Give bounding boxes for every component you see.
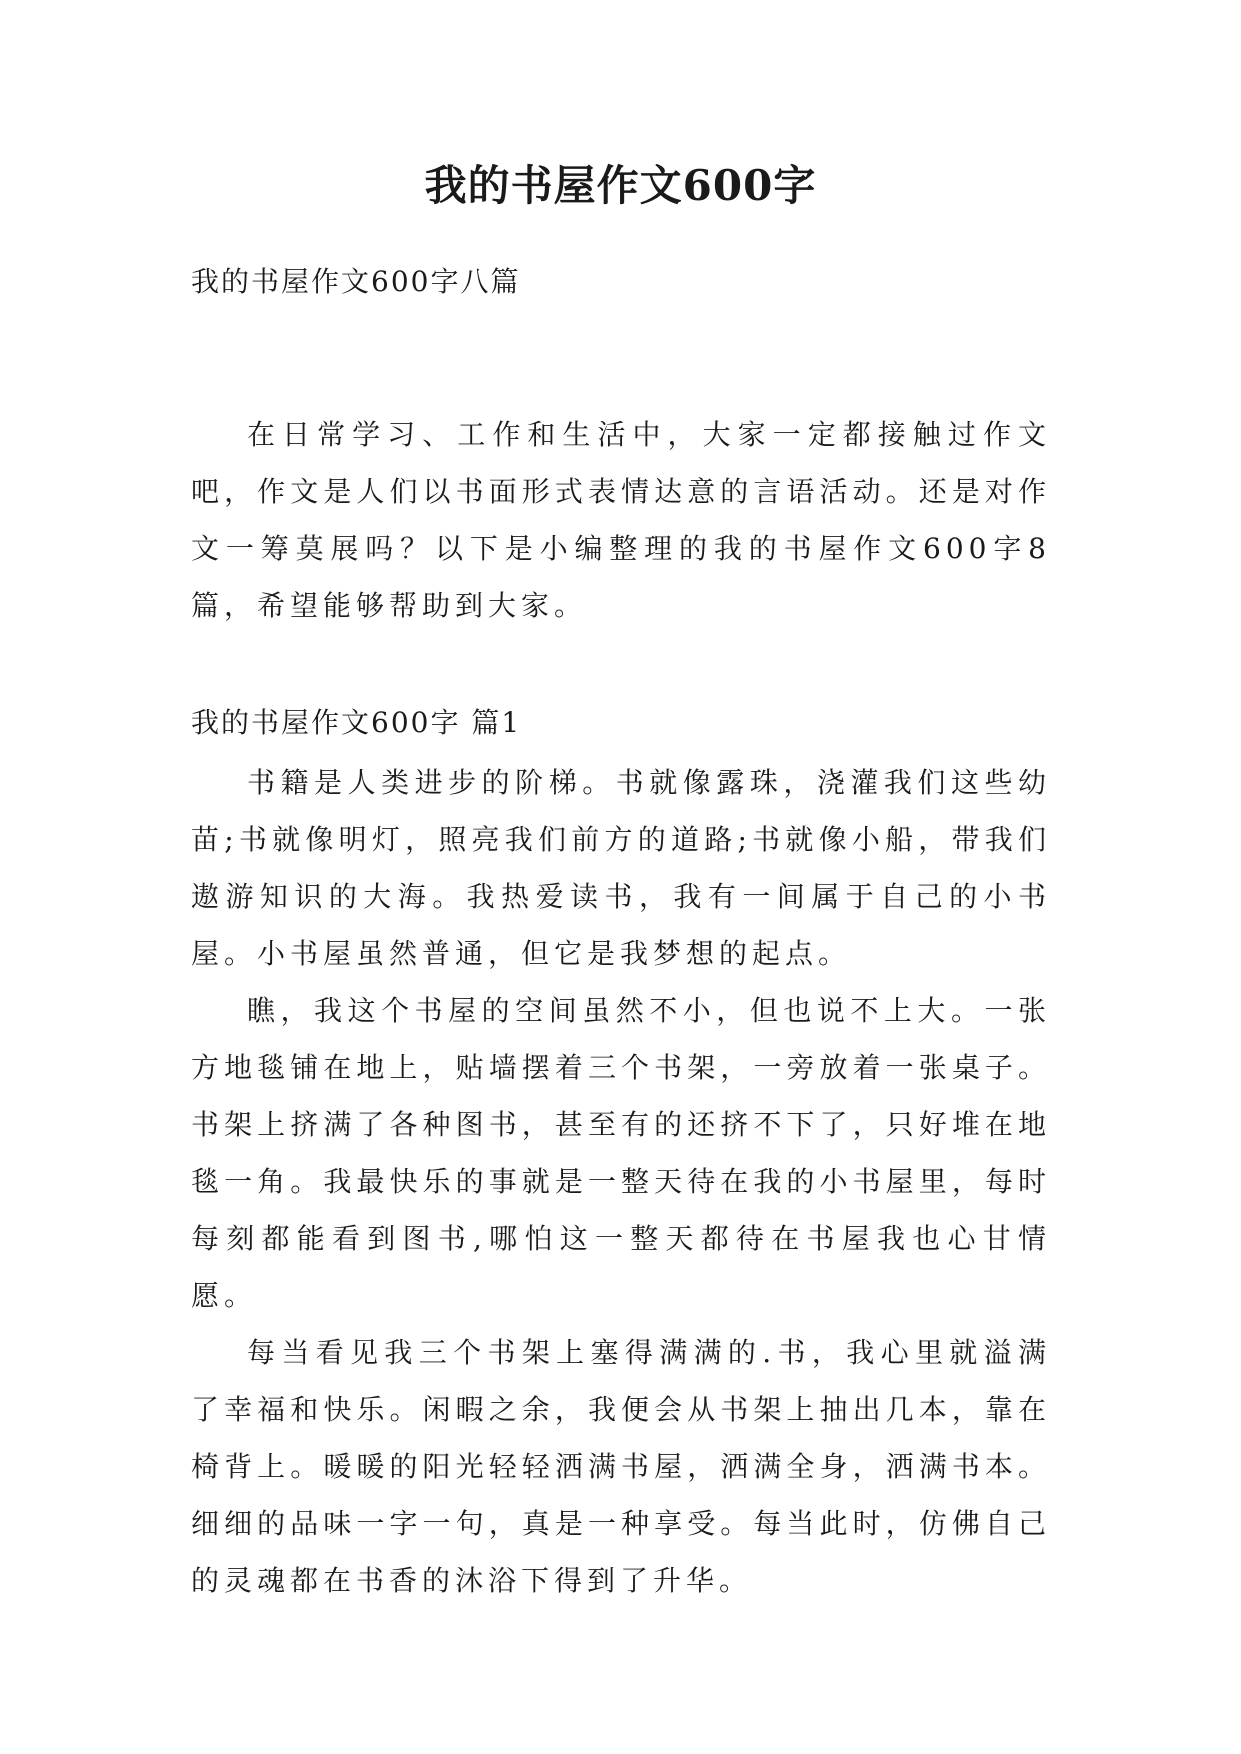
section-paragraph: 每当看见我三个书架上塞得满满的.书，我心里就溢满了幸福和快乐。闲暇之余，我便会从书架上抽出几本，靠在椅背上。暖暖的阳光轻轻洒满书屋，洒满全身，洒满书本。细细的品味一字一句，真是一种享受。每当此时，仿佛自己的灵魂都在书香的沐浴下得到了升华。 — [191, 1336, 1051, 1597]
section-paragraph: 瞧，我这个书屋的空间虽然不小，但也说不上大。一张方地毯铺在地上，贴墙摆着三个书架，一旁放着一张桌子。书架上挤满了各种图书，甚至有的还挤不下了，只好堆在地毯一角。我最快乐的事就是一整天待在我的小书屋里，每时每刻都能看到图书,哪怕这一整天都待在书屋我也心甘情愿。 — [191, 994, 1051, 1312]
intro-block — [191, 406, 1051, 634]
document-title: 我的书屋作文600字 — [424, 161, 817, 210]
section-heading: 我的书屋作文600字 篇1 — [191, 706, 522, 739]
intro-paragraph: 在日常学习、工作和生活中，大家一定都接触过作文吧，作文是人们以书面形式表情达意的言语活动。还是对作文一筹莫展吗？以下是小编整理的我的书屋作文600字8篇，希望能够帮助到大家。 — [191, 418, 1051, 622]
section-paragraph: 书籍是人类进步的阶梯。书就像露珠，浇灌我们这些幼苗;书就像明灯，照亮我们前方的道路;书就像小船，带我们遨游知识的大海。我热爱读书，我有一间属于自己的小书屋。小书屋虽然普通，但它是我梦想的起点。 — [191, 766, 1051, 970]
section-body — [191, 754, 1051, 1609]
document-subtitle: 我的书屋作文600字八篇 — [191, 265, 521, 298]
